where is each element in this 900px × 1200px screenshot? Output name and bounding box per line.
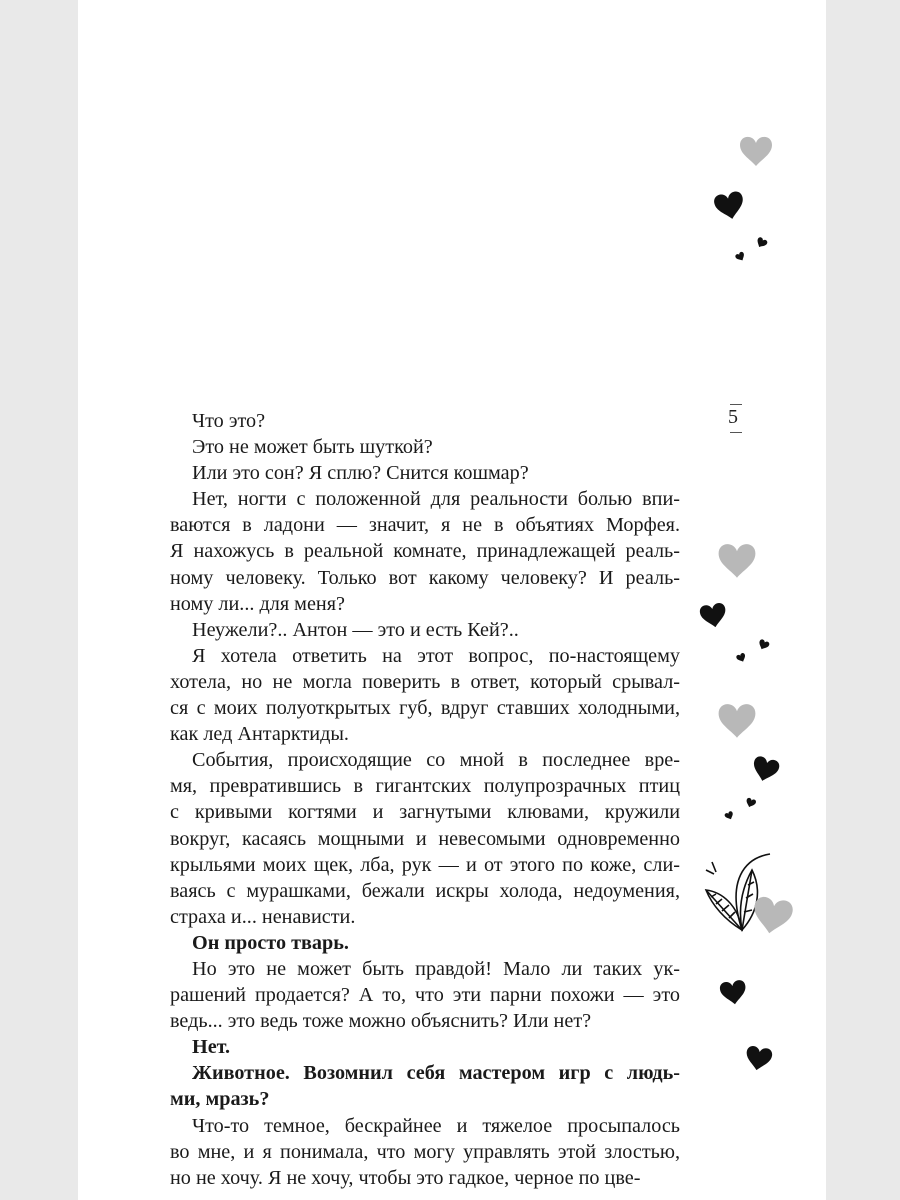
text-line: хотела, но не могла поверить в ответ, который срывал- <box>170 670 680 693</box>
heart-icon <box>757 639 770 652</box>
text-line: Я нахожусь в реальной комнате, принадлежащей реаль- <box>170 540 680 563</box>
text-line: Что это? <box>192 410 266 432</box>
text-line: вокруг, касаясь мощными и невесомыми одновременно <box>170 827 680 850</box>
text-line: ному человеку. Только вот какому человеку? И реаль- <box>170 566 680 589</box>
heart-icon <box>755 236 769 249</box>
heart-icon <box>740 137 772 166</box>
text-line: ному ли... для меня? <box>170 592 345 615</box>
text-line: ваются в ладони — значит, я не в объятиях Морфея. <box>170 514 680 537</box>
text-line: Но это не может быть правдой! Мало ли таких ук- <box>192 957 680 980</box>
heart-icon <box>750 755 781 784</box>
text-line: Нет. <box>192 1036 231 1059</box>
text-line: мя, превратившись в гигантских полупрозрачных птиц <box>170 775 680 798</box>
heart-icon <box>735 251 747 263</box>
text-line: но не хочу. Я не хочу, чтобы это гадкое, черное по цве- <box>170 1166 641 1189</box>
text-line: как лед Антарктиды. <box>170 723 349 746</box>
heart-icon <box>744 1045 773 1072</box>
page-number: 5 <box>728 406 738 428</box>
text-line: Животное. Возомнил себя мастером игр с людь- <box>192 1062 680 1085</box>
heart-icon <box>719 544 756 578</box>
text-line: ваясь с мурашками, бежали искры холода, недоумения, <box>170 879 680 902</box>
heart-icon <box>724 811 735 821</box>
text-line: ми, мразь? <box>170 1088 270 1111</box>
text-line: рашений продается? А то, что эти парни похожи — это <box>170 984 680 1007</box>
heart-icon <box>750 895 794 936</box>
heart-icon <box>736 652 748 663</box>
text-line: с кривыми когтями и загнутыми клювами, кружили <box>170 801 680 824</box>
heart-icon <box>699 602 728 629</box>
text-line: Это не может быть шуткой? <box>192 436 433 459</box>
text-line: Я хотела ответить на этот вопрос, по-настоящему <box>192 644 680 667</box>
text-line: Неужели?.. Антон — это и есть Кей?.. <box>192 618 519 641</box>
text-line: во мне, и я понимала, что могу управлять этой злостью, <box>170 1140 680 1163</box>
text-line: Он просто тварь. <box>192 931 349 954</box>
text-line: страха и... ненависти. <box>170 905 356 928</box>
text-line: Что-то темное, бескрайнее и тяжелое просыпалось <box>192 1114 680 1137</box>
heart-icon <box>745 797 757 809</box>
text-line: Нет, ногти с положенной для реальности болью впи- <box>192 488 680 511</box>
text-line: ся с моих полуоткрытых губ, вдруг ставших холодными, <box>170 697 680 720</box>
text-line: ведь... это ведь тоже можно объяснить? Или нет? <box>170 1010 592 1033</box>
heart-icon <box>719 979 748 1006</box>
text-line: Или это сон? Я сплю? Снится кошмар? <box>192 462 529 485</box>
text-line: крыльями моих щек, лба, рук — и от этого по коже, сли- <box>170 853 680 876</box>
heart-icon <box>713 190 747 222</box>
text-line: События, происходящие со мной в последнее вре- <box>192 749 680 772</box>
heart-icon <box>719 704 756 738</box>
